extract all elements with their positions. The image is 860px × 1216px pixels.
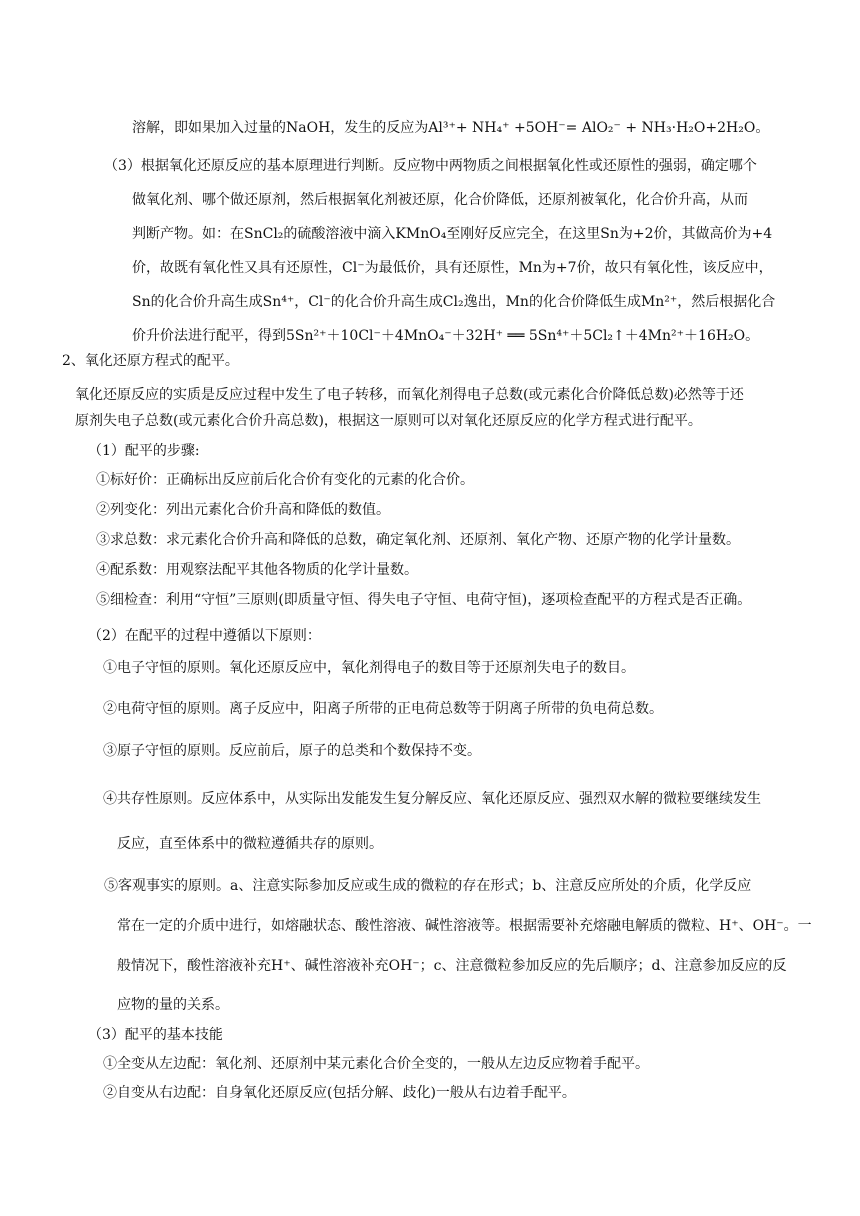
list-item-continuation: 反应，直至体系中的微粒遵循共存的原则。	[117, 836, 383, 852]
list-item: ③求总数：求元素化合价升高和降低的总数，确定氧化剂、还原剂、氧化产物、还原产物的化学计量数。	[96, 532, 740, 548]
list-item: ④配系数：用观察法配平其他各物质的化学计量数。	[96, 562, 418, 578]
list-item: ③原子守恒的原则。反应前后，原子的总类和个数保持不变。	[103, 743, 481, 759]
list-item: ①全变从左边配：氧化剂、还原剂中某元素化合价全变的，一般从左边反应物着手配平。	[103, 1056, 649, 1072]
list-item: ①标好价：正确标出反应前后化合价有变化的元素的化合价。	[96, 472, 474, 488]
list-item-continuation: 常在一定的介质中进行，如熔融状态、酸性溶液、碱性溶液等。根据需要补充熔融电解质的微粒、H⁺、OH⁻。一	[117, 918, 812, 934]
list-item-continuation: 应物的量的关系。	[117, 997, 229, 1013]
subsection-heading: （2）在配平的过程中遵循以下原则：	[88, 628, 321, 644]
list-item: ②自变从右边配：自身氧化还原反应(包括分解、歧化)一般从右边着手配平。	[103, 1085, 576, 1101]
text-line: 做氧化剂、哪个做还原剂，然后根据氧化剂被还原，化合价降低，还原剂被氧化，化合价升高，从而	[132, 192, 748, 208]
subsection-heading: （1）配平的步骤:	[88, 443, 200, 459]
text-line: 判断产物。如：在SnCl₂的硫酸溶液中滴入KMnO₄至刚好反应完全，在这里Sn为+2价，其做高价为+4	[132, 226, 773, 242]
text-line: 原剂失电子总数(或元素化合价升高总数)，根据这一原则可以对氧化还原反应的化学方程式进行配平。	[75, 413, 702, 429]
list-item: ②电荷守恒的原则。离子反应中，阳离子所带的正电荷总数等于阴离子所带的负电荷总数。	[103, 701, 663, 717]
list-item: ⑤客观事实的原则。a、注意实际参加反应或生成的微粒的存在形式；b、注意反应所处的介质，化学反应	[104, 878, 752, 894]
text-line: （3）根据氧化还原反应的基本原理进行判断。反应物中两物质之间根据氧化性或还原性的强弱，确定哪个	[104, 158, 757, 174]
list-item: ②列变化：列出元素化合价升高和降低的数值。	[96, 502, 390, 518]
text-line: 价，故既有氧化性又具有还原性，Cl⁻为最低价，具有还原性，Mn为+7价，故只有氧化性，该反应中，	[132, 260, 773, 276]
text-line: 溶解，即如果加入过量的NaOH，发生的反应为Al³⁺+ NH₄⁺ +5OH⁻= AlO₂⁻ + NH₃·H₂O+2H₂O。	[132, 120, 770, 136]
text-line: Sn的化合价升高生成Sn⁴⁺，Cl⁻的化合价升高生成Cl₂逸出，Mn的化合价降低生成Mn²⁺，然后根据化合	[132, 294, 776, 310]
subsection-heading: （3）配平的基本技能	[88, 1027, 223, 1043]
list-item: ①电子守恒的原则。氧化还原反应中，氧化剂得电子的数目等于还原剂失电子的数目。	[103, 660, 635, 676]
list-item-continuation: 般情况下，酸性溶液补充H⁺、碱性溶液补充OH⁻；c、注意微粒参加反应的先后顺序；d、注意参加反应的反	[117, 958, 787, 974]
list-item: ⑤细检查：利用“守恒”三原则(即质量守恒、得失电子守恒、电荷守恒)，逐项检查配平的方程式是否正确。	[96, 592, 752, 608]
text-line: 价升价法进行配平，得到5Sn²⁺＋10Cl⁻＋4MnO₄⁻＋32H⁺ ══ 5Sn⁴⁺＋5Cl₂↑＋4Mn²⁺＋16H₂O。	[132, 328, 760, 344]
list-item: ④共存性原则。反应体系中，从实际出发能发生复分解反应、氧化还原反应、强烈双水解的微粒要继续发生	[103, 791, 761, 807]
section-heading: 2、氧化还原方程式的配平。	[62, 353, 239, 369]
text-line: 氧化还原反应的实质是反应过程中发生了电子转移，而氧化剂得电子总数(或元素化合价降低总数)必然等于还	[75, 387, 744, 403]
